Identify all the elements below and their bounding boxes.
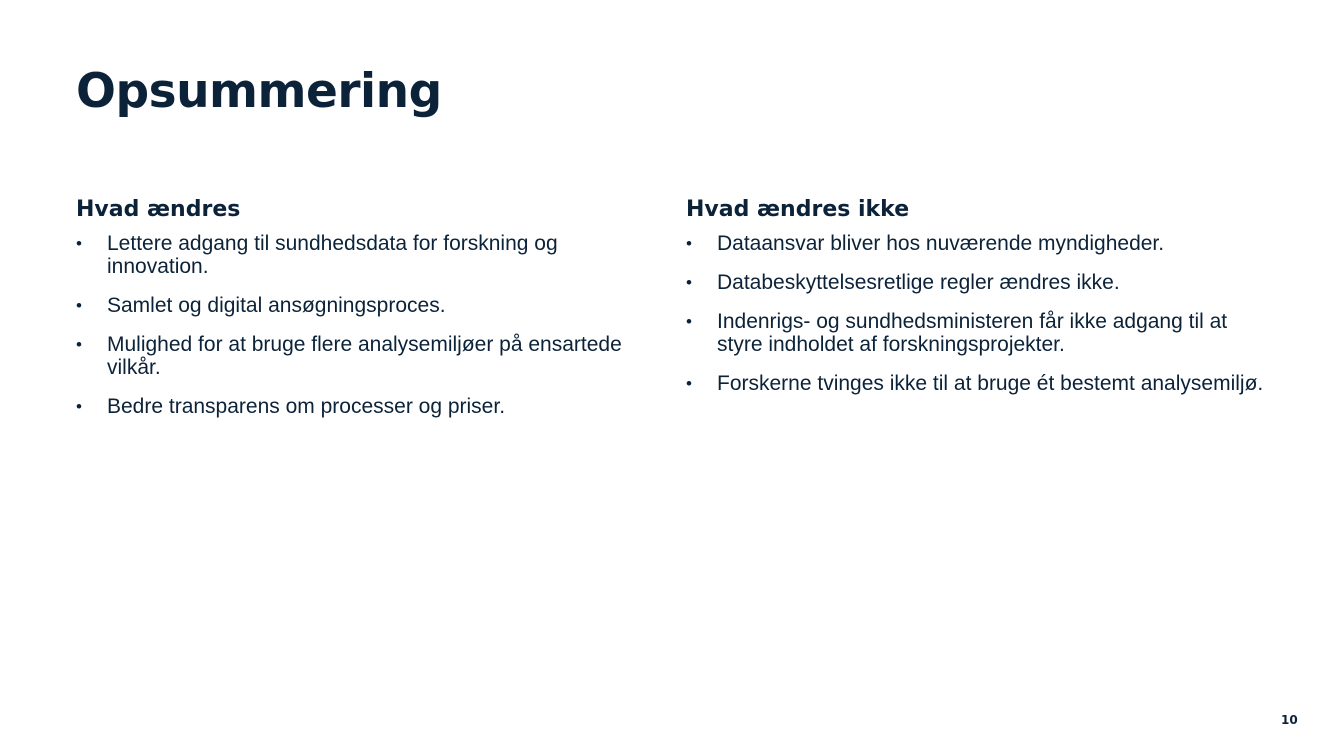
- slide-title: Opsummering: [76, 64, 442, 119]
- bullet-icon: •: [686, 234, 692, 253]
- bullet-icon: •: [686, 312, 692, 331]
- list-item: [76, 333, 651, 379]
- list-item: [686, 310, 1271, 356]
- list-item: [686, 372, 1271, 395]
- list-item-text: Lettere adgang til sundhedsdata for forskning og innovation.: [107, 232, 558, 278]
- bullet-icon: •: [686, 374, 692, 393]
- list-item-text: Bedre transparens om processer og priser.: [107, 395, 506, 418]
- list-item-text: Mulighed for at bruge flere analysemiljøer på ensartede vilkår.: [107, 333, 622, 379]
- list-item: [76, 232, 651, 278]
- list-item: [686, 271, 1271, 294]
- list-item-text: Indenrigs- og sundhedsministeren får ikke adgang til at styre indholdet af forskningsprojekter.: [717, 310, 1228, 356]
- list-item-text: Databeskyttelsesretlige regler ændres ikke.: [717, 271, 1120, 294]
- no-changes-heading: Hvad ændres ikke: [686, 197, 910, 222]
- no-changes-column: [686, 197, 1271, 411]
- bullet-icon: •: [76, 296, 82, 315]
- no-changes-list: [686, 232, 1271, 395]
- list-item: [76, 395, 651, 418]
- changes-list: [76, 232, 651, 418]
- list-item: [686, 232, 1271, 255]
- changes-column: [76, 197, 651, 434]
- list-item: [76, 294, 651, 317]
- list-item-text: Dataansvar bliver hos nuværende myndigheder.: [717, 232, 1165, 255]
- bullet-icon: •: [76, 335, 82, 354]
- changes-heading: Hvad ændres: [76, 197, 241, 222]
- bullet-icon: •: [76, 234, 82, 253]
- bullet-icon: •: [686, 273, 692, 292]
- page-number: 10: [1281, 713, 1298, 727]
- list-item-text: Forskerne tvinges ikke til at bruge ét bestemt analysemiljø.: [717, 372, 1264, 395]
- list-item-text: Samlet og digital ansøgningsproces.: [107, 294, 446, 317]
- bullet-icon: •: [76, 397, 82, 416]
